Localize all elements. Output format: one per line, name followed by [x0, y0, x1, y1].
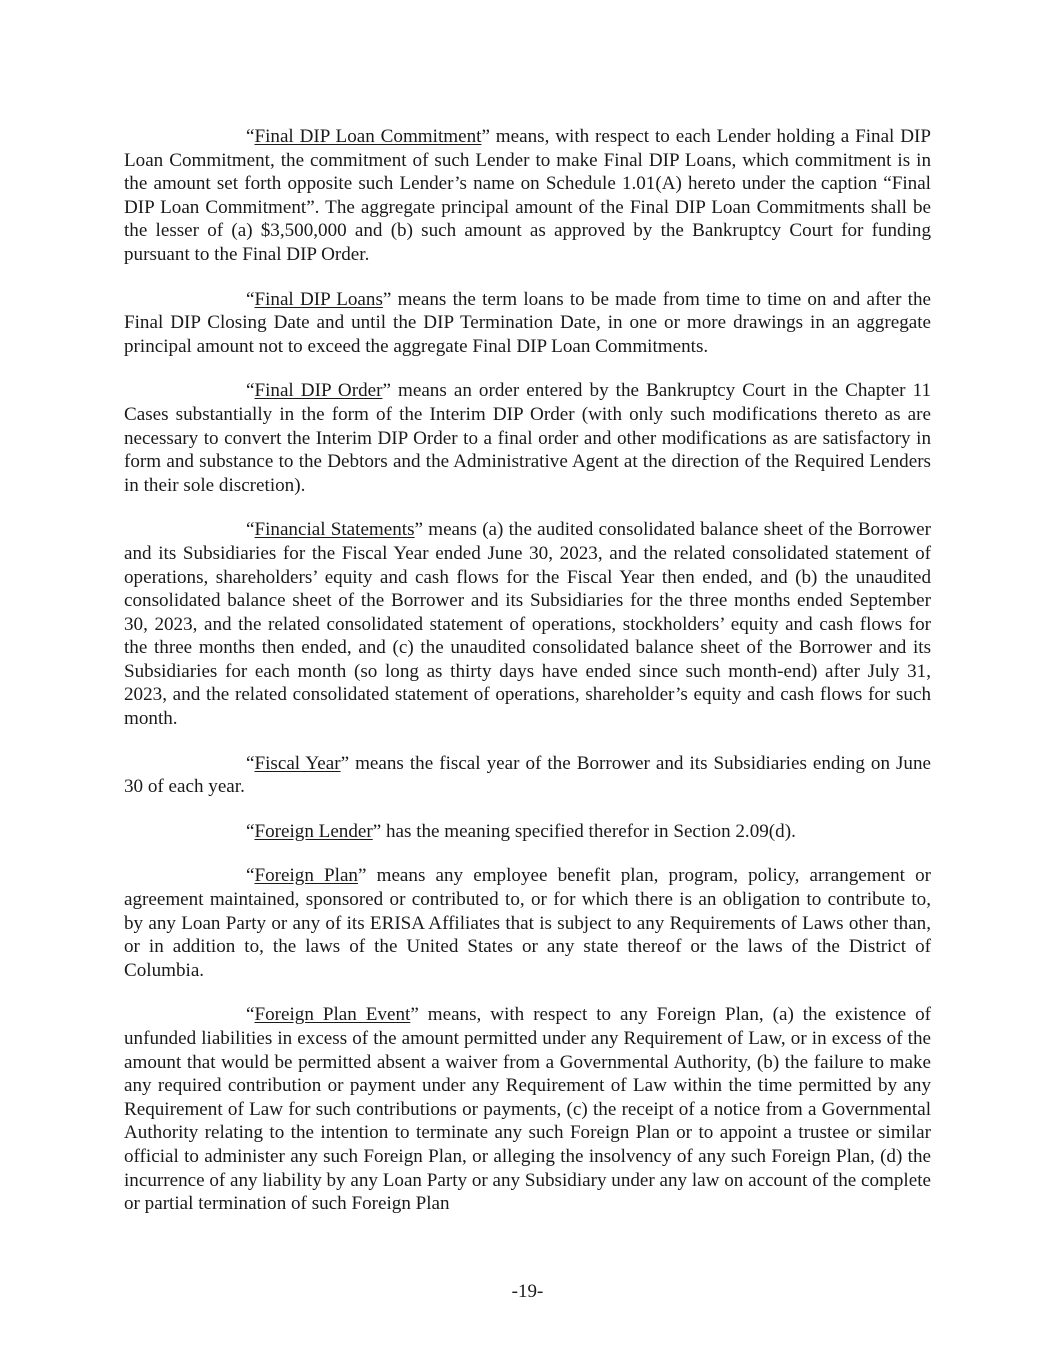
definition-foreign-plan-event	[124, 1003, 931, 1215]
definition-final-dip-order	[124, 379, 931, 497]
definition-text: ” means the fiscal year of the Borrower and its Subsidiaries ending on June 30 of each year.	[124, 752, 932, 798]
definition-foreign-lender	[124, 820, 931, 844]
open-quote: “	[246, 752, 255, 774]
definition-final-dip-loans	[124, 288, 931, 359]
defined-term: Fiscal Year	[254, 752, 341, 774]
open-quote: “	[246, 519, 255, 541]
definition-final-dip-loan-commitment	[124, 125, 931, 267]
definition-text: ” means the term loans to be made from time to time on and after the Final DIP Closing Date and until the DIP Termination Date, in one or more drawings in an aggregate principal amount not to exceed the aggregate Final DIP Loan Commitments.	[124, 288, 931, 357]
open-quote: “	[246, 380, 255, 402]
definition-text: ” means (a) the audited consolidated balance sheet of the Borrower and its Subsidiaries for the Fiscal Year ended June 30, 2023, and the related consolidated statement of operations, shareholders’ equity and cash flows for the Fiscal Year then ended, and (b) the unaudited consolidated balance sheet of the Borrower and its Subsidiaries for the three months ended September 30, 2023, and the related consolidated statement of operations, stockholders’ equity and cash flows for the three months then ended, and (c) the unaudited consolidated balance sheet of the Borrower and its Subsidiaries for each month (so long as thirty days have ended since such month-end) after July 31, 2023, and the related consolidated statement of operations, shareholder’s equity and cash flows for such month.	[124, 519, 931, 730]
open-quote: “	[246, 1004, 255, 1026]
definition-text: ” means, with respect to any Foreign Plan, (a) the existence of unfunded liabilities in excess of the amount permitted under any Requirement of Law, or in excess of the amount that would be permitted absent a waiver from a Governmental Authority, (b) the failure to make any required contribution or payment under any Requirement of Law within the time permitted by any Requirement of Law for such contributions or payments, (c) the receipt of a notice from a Governmental Authority relating to the intention to terminate any such Foreign Plan or to appoint a trustee or similar official to administer any such Foreign Plan, or alleging the insolvency of any such Foreign Plan, (d) the incurrence of any liability by any Loan Party or any Subsidiary under any law on account of the complete or partial termination of such Foreign Plan	[124, 1004, 931, 1215]
page-number: -19-	[511, 1281, 544, 1302]
page-body	[124, 125, 931, 1237]
open-quote: “	[246, 865, 255, 887]
definition-text: ” means, with respect to each Lender holding a Final DIP Loan Commitment, the commitment of such Lender to make Final DIP Loans, which commitment is in the amount set forth opposite such Lender’s name on Schedule 1.01(A) hereto under the caption “Final DIP Loan Commitment”. The aggregate principal amount of the Final DIP Loan Commitments shall be the lesser of (a) $3,500,000 and (b) such amount as approved by the Bankruptcy Court for funding pursuant to the Final DIP Order.	[124, 126, 931, 265]
defined-term: Foreign Plan Event	[254, 1004, 411, 1026]
defined-term: Final DIP Loan Commitment	[254, 126, 482, 147]
definition-financial-statements	[124, 518, 931, 730]
defined-term: Final DIP Order	[254, 380, 383, 402]
open-quote: “	[246, 288, 255, 310]
defined-term: Financial Statements	[254, 519, 415, 541]
definition-foreign-plan	[124, 864, 931, 982]
defined-term: Foreign Lender	[254, 820, 373, 842]
definition-text: ” has the meaning specified therefor in Section 2.09(d).	[372, 820, 796, 842]
open-quote: “	[246, 820, 255, 842]
open-quote: “	[246, 126, 255, 147]
defined-term: Foreign Plan	[254, 865, 358, 887]
defined-term: Final DIP Loans	[254, 288, 383, 310]
definition-fiscal-year	[124, 752, 931, 799]
definition-text: ” means any employee benefit plan, program, policy, arrangement or agreement maintained, sponsored or contributed to, or for which there is an obligation to contribute to, by any Loan Party or any of its ERISA Affiliates that is subject to any Requirements of Laws other than, or in addition to, the laws of the United States or any state thereof or the laws of the District of Columbia.	[124, 865, 931, 981]
definition-text: ” means an order entered by the Bankruptcy Court in the Chapter 11 Cases substantially in the form of the Interim DIP Order (with only such modifications thereto as are necessary to convert the Interim DIP Order to a final order and other modifications as are satisfactory in form and substance to the Debtors and the Administrative Agent at the direction of the Required Lenders in their sole discretion).	[124, 380, 931, 496]
